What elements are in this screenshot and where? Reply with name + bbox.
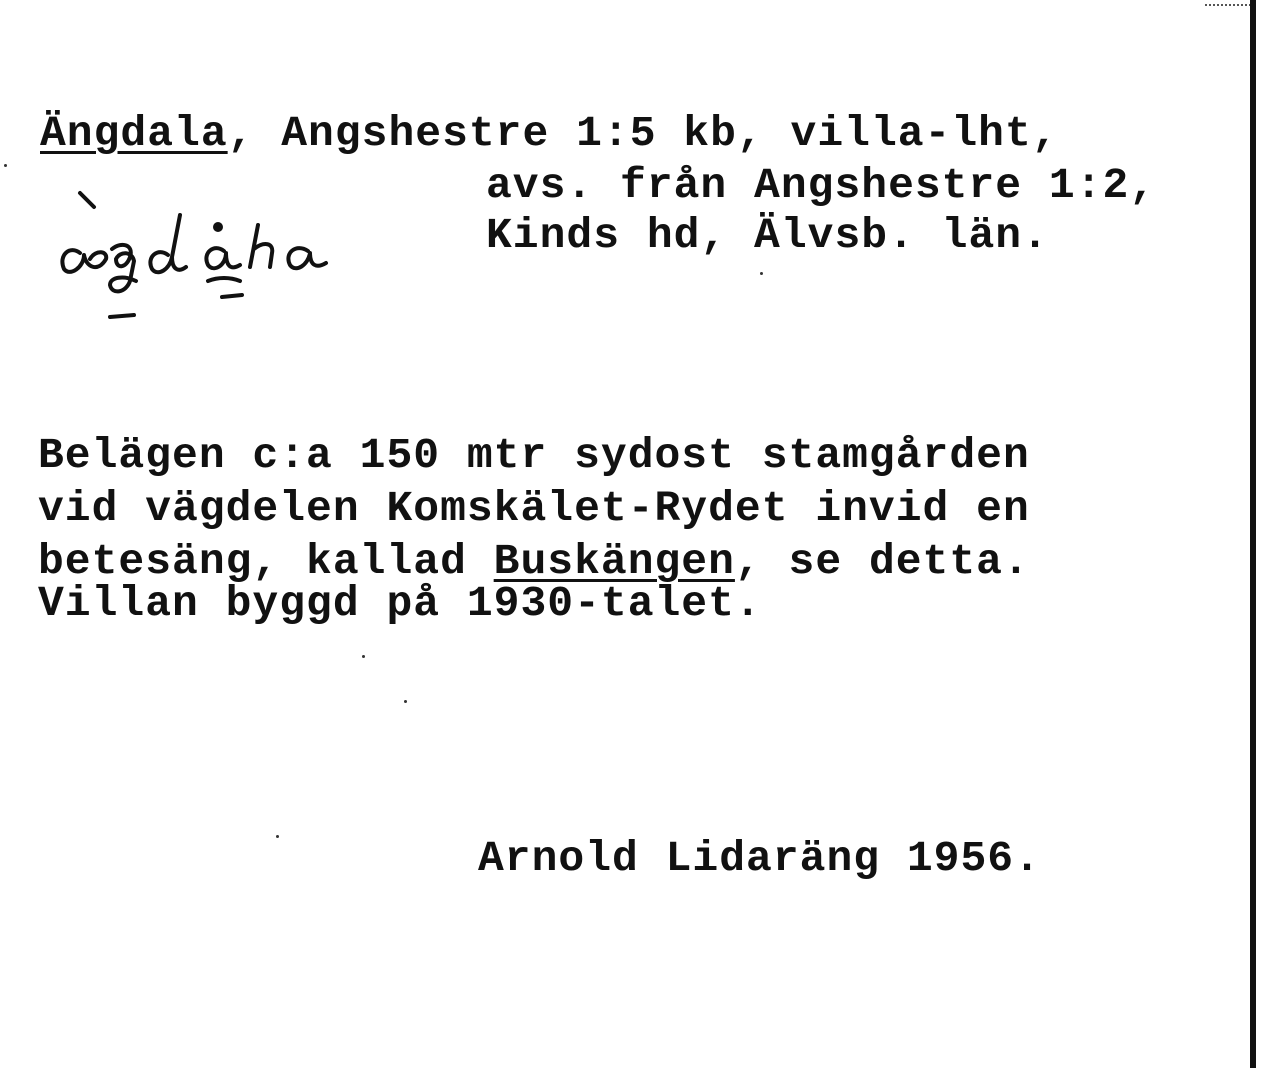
scan-speck (362, 655, 365, 658)
heading-line (40, 110, 1059, 158)
scan-speck (404, 700, 407, 703)
scan-speck (760, 272, 763, 275)
cross-reference: Buskängen (493, 537, 735, 586)
body-line-2: vid vägdelen Komskälet-Rydet invid en (38, 484, 1030, 533)
heading-line-2: avs. från Angshestre 1:2, (486, 161, 1157, 210)
card-edge-dots (1205, 4, 1255, 8)
body-line-3-start: betesäng, kallad (38, 537, 494, 586)
heading-rest: , Angshestre 1:5 kb, villa-lht, (227, 109, 1059, 158)
scan-speck (276, 835, 279, 838)
scan-speck (4, 164, 7, 167)
heading-line-3: Kinds hd, Älvsb. län. (486, 211, 1049, 260)
signature: Arnold Lidaräng 1956. (478, 834, 1041, 883)
card-right-edge (1250, 0, 1256, 1068)
handwritten-pronunciation (50, 185, 410, 335)
body-line-3-end: , se detta. (734, 537, 1030, 586)
body-line-1: Belägen c:a 150 mtr sydost stamgården (38, 431, 1030, 480)
body-line-4: Villan byggd på 1930-talet. (38, 579, 762, 628)
place-name: Ängdala (40, 109, 228, 158)
